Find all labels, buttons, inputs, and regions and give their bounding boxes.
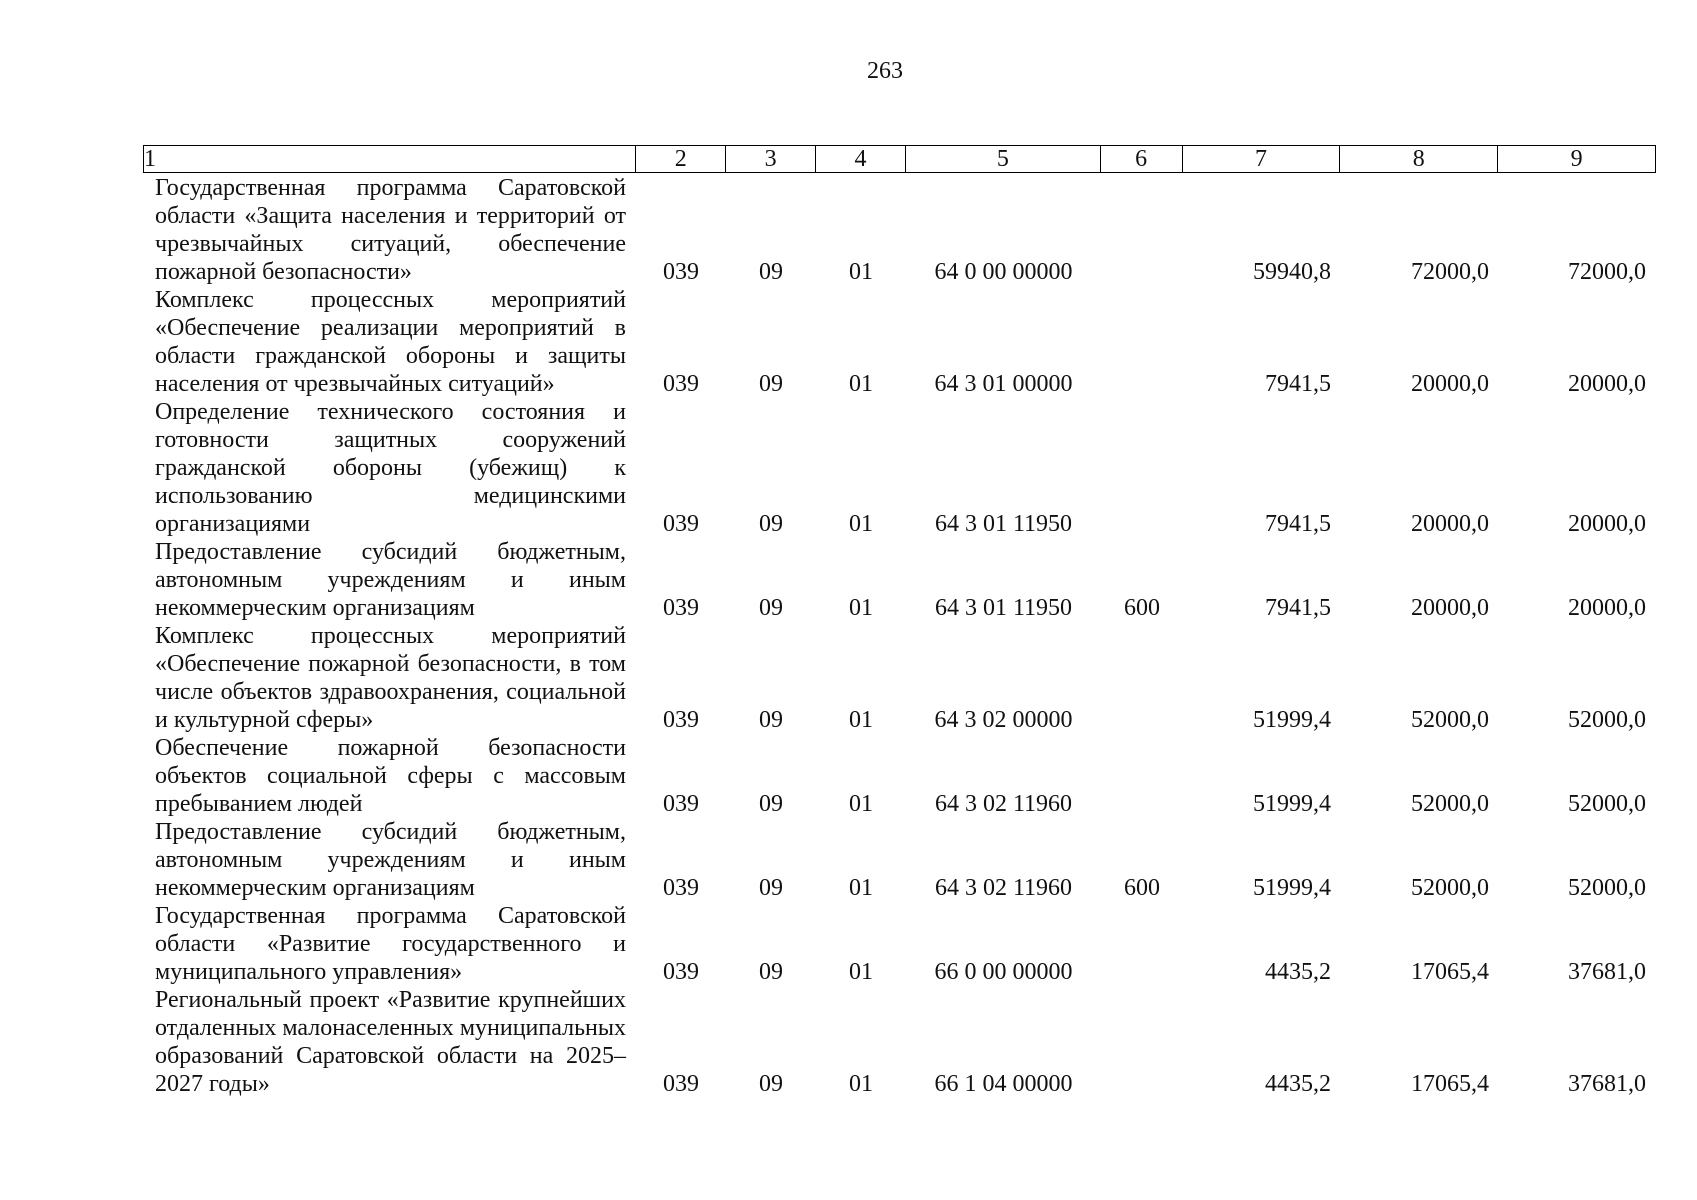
row-col-9: 52000,0 bbox=[1568, 707, 1646, 733]
row-col-3: 09 bbox=[759, 511, 783, 537]
row-col-8: 52000,0 bbox=[1411, 875, 1489, 901]
row-col-8: 20000,0 bbox=[1411, 511, 1489, 537]
row-col-7: 7941,5 bbox=[1265, 371, 1331, 397]
header-col-5: 5 bbox=[906, 146, 1101, 172]
header-col-2: 2 bbox=[636, 146, 726, 172]
row-col-8: 72000,0 bbox=[1411, 259, 1489, 285]
row-col-2: 039 bbox=[663, 1071, 699, 1097]
row-col-7: 59940,8 bbox=[1253, 259, 1331, 285]
row-name: Предоставление субсидий бюджетным, автономным учреждениям и иным некоммерческим организациям bbox=[155, 539, 626, 621]
row-col-9: 52000,0 bbox=[1568, 875, 1646, 901]
row-col-5: 64 3 01 11950 bbox=[934, 595, 1073, 621]
row-col-7: 7941,5 bbox=[1265, 595, 1331, 621]
row-col-9: 20000,0 bbox=[1568, 595, 1646, 621]
row-col-7: 51999,4 bbox=[1253, 791, 1331, 817]
table-row bbox=[143, 818, 1656, 902]
row-col-2: 039 bbox=[663, 791, 699, 817]
row-col-4: 01 bbox=[849, 1071, 873, 1097]
row-name: Предоставление субсидий бюджетным, автономным учреждениям и иным некоммерческим организациям bbox=[155, 819, 626, 901]
header-col-7: 7 bbox=[1183, 146, 1341, 172]
header-col-9: 9 bbox=[1570, 146, 1583, 172]
row-name: Обеспечение пожарной безопасности объектов социальной сферы с массовым пребыванием людей bbox=[155, 735, 626, 817]
row-col-2: 039 bbox=[663, 511, 699, 537]
row-col-2: 039 bbox=[663, 371, 699, 397]
row-col-4: 01 bbox=[849, 371, 873, 397]
row-name: Государственная программа Саратовской области «Развитие государственного и муниципального управления» bbox=[155, 903, 626, 985]
row-col-8: 20000,0 bbox=[1411, 595, 1489, 621]
table-row bbox=[143, 902, 1656, 986]
row-col-4: 01 bbox=[849, 707, 873, 733]
row-col-7: 51999,4 bbox=[1253, 707, 1331, 733]
row-col-8: 17065,4 bbox=[1411, 1071, 1489, 1097]
row-col-9: 20000,0 bbox=[1568, 511, 1646, 537]
row-col-2: 039 bbox=[663, 595, 699, 621]
row-col-3: 09 bbox=[759, 959, 783, 985]
row-name: Комплекс процессных мероприятий «Обеспечение пожарной безопасности, в том числе объектов здравоохранения, социальной и культурной сферы» bbox=[155, 623, 626, 733]
row-col-3: 09 bbox=[759, 595, 783, 621]
row-col-7: 51999,4 bbox=[1253, 875, 1331, 901]
row-col-9: 52000,0 bbox=[1568, 791, 1646, 817]
header-col-6: 6 bbox=[1101, 146, 1183, 172]
header-col-8: 8 bbox=[1340, 146, 1498, 172]
row-col-2: 039 bbox=[663, 875, 699, 901]
row-col-3: 09 bbox=[759, 707, 783, 733]
row-col-8: 52000,0 bbox=[1411, 707, 1489, 733]
header-col-1: 1 bbox=[144, 146, 636, 172]
row-col-5: 66 0 00 00000 bbox=[934, 959, 1073, 985]
row-col-7: 4435,2 bbox=[1265, 1071, 1331, 1097]
row-col-5: 66 1 04 00000 bbox=[934, 1071, 1073, 1097]
header-col-3: 3 bbox=[726, 146, 816, 172]
table-body bbox=[143, 174, 1656, 1098]
page-number: 263 bbox=[867, 58, 903, 84]
row-col-4: 01 bbox=[849, 259, 873, 285]
header-col-4: 4 bbox=[816, 146, 906, 172]
row-col-5: 64 3 02 00000 bbox=[934, 707, 1073, 733]
row-col-5: 64 3 02 11960 bbox=[934, 875, 1073, 901]
row-col-9: 37681,0 bbox=[1568, 959, 1646, 985]
row-col-3: 09 bbox=[759, 371, 783, 397]
table-row bbox=[143, 734, 1656, 818]
table-row bbox=[143, 538, 1656, 622]
row-col-8: 52000,0 bbox=[1411, 791, 1489, 817]
row-col-4: 01 bbox=[849, 959, 873, 985]
row-name: Региональный проект «Развитие крупнейших отдаленных малонаселенных муниципальных образований Саратовской области на 2025–2027 годы» bbox=[155, 987, 626, 1097]
row-col-4: 01 bbox=[849, 595, 873, 621]
row-col-3: 09 bbox=[759, 1071, 783, 1097]
row-col-5: 64 3 01 11950 bbox=[934, 511, 1073, 537]
row-col-8: 17065,4 bbox=[1411, 959, 1489, 985]
row-col-6: 600 bbox=[1124, 875, 1160, 901]
row-col-9: 72000,0 bbox=[1568, 259, 1646, 285]
row-col-3: 09 bbox=[759, 259, 783, 285]
row-col-7: 7941,5 bbox=[1265, 511, 1331, 537]
row-col-5: 64 3 01 00000 bbox=[934, 371, 1073, 397]
table-header bbox=[143, 145, 1656, 173]
row-name: Комплекс процессных мероприятий «Обеспечение реализации мероприятий в области гражданской обороны и защиты населения от чрезвычайных ситуаций» bbox=[155, 287, 626, 397]
table-row bbox=[143, 286, 1656, 398]
row-col-2: 039 bbox=[663, 959, 699, 985]
row-col-9: 37681,0 bbox=[1568, 1071, 1646, 1097]
row-col-3: 09 bbox=[759, 875, 783, 901]
row-col-4: 01 bbox=[849, 791, 873, 817]
table-row bbox=[143, 622, 1656, 734]
row-col-2: 039 bbox=[663, 259, 699, 285]
row-col-7: 4435,2 bbox=[1265, 959, 1331, 985]
table-row bbox=[143, 986, 1656, 1098]
row-col-8: 20000,0 bbox=[1411, 371, 1489, 397]
row-col-6: 600 bbox=[1124, 595, 1160, 621]
table-row bbox=[143, 398, 1656, 538]
row-col-9: 20000,0 bbox=[1568, 371, 1646, 397]
row-col-2: 039 bbox=[663, 707, 699, 733]
row-name: Государственная программа Саратовской области «Защита населения и территорий от чрезвычайных ситуаций, обеспечение пожарной безопасности» bbox=[155, 175, 626, 285]
row-col-5: 64 3 02 11960 bbox=[934, 791, 1073, 817]
row-name: Определение технического состояния и готовности защитных сооружений гражданской обороны (убежищ) к использованию медицинскими организациями bbox=[155, 399, 626, 537]
table-row bbox=[143, 174, 1656, 286]
row-col-3: 09 bbox=[759, 791, 783, 817]
row-col-4: 01 bbox=[849, 875, 873, 901]
row-col-4: 01 bbox=[849, 511, 873, 537]
row-col-5: 64 0 00 00000 bbox=[934, 259, 1073, 285]
